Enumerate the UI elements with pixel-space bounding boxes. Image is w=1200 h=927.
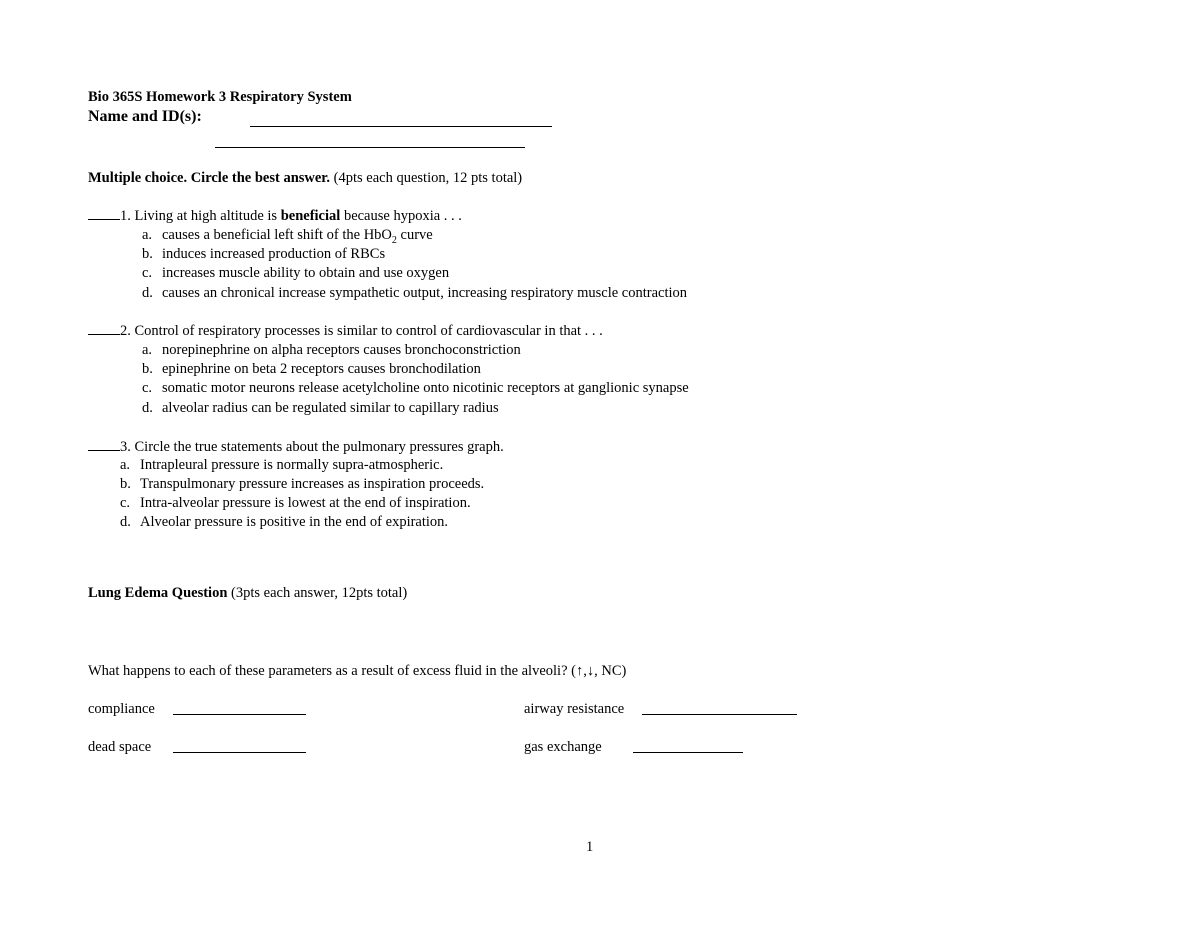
question-1-bold-word: beneficial [280, 208, 341, 224]
option-letter: a. [142, 227, 153, 243]
question-3-option-b[interactable] [120, 475, 484, 494]
question-2-option-c[interactable] [142, 379, 689, 398]
answer-blank-2[interactable] [88, 321, 120, 335]
gas-exchange-answer-blank[interactable] [633, 752, 743, 753]
option-text: Alveolar pressure is positive in the end of expiration. [140, 514, 449, 530]
option-text: increases muscle ability to obtain and use oxygen [162, 265, 450, 281]
option-text: norepinephrine on alpha receptors causes bronchoconstriction [162, 342, 521, 358]
question-2-option-d[interactable] [142, 399, 499, 418]
option-text: alveolar radius can be regulated similar to capillary radius [162, 400, 499, 416]
question-1-option-d[interactable] [142, 284, 687, 303]
name-id-blank-1[interactable] [250, 126, 552, 127]
option-text: somatic motor neurons release acetylcholine onto nicotinic receptors at ganglionic synapse [162, 380, 689, 396]
page-number: 1 [586, 839, 594, 855]
answer-blank-1[interactable] [88, 206, 120, 220]
compliance-label: compliance [88, 701, 155, 717]
question-3-option-a[interactable] [120, 456, 443, 475]
option-text: induces increased production of RBCs [162, 246, 386, 262]
question-2-option-b[interactable] [142, 360, 481, 379]
option-letter: b. [142, 246, 153, 262]
question-1-stem-rest: because hypoxia . . . [340, 208, 462, 224]
lung-edema-prompt: What happens to each of these parameters as a result of excess fluid in the alveoli? (↑,↓, NC) [88, 663, 627, 679]
option-letter: c. [120, 495, 131, 511]
question-2-option-a[interactable] [142, 341, 521, 360]
question-2-stem: 2. Control of respiratory processes is similar to control of cardiovascular in that . . . [120, 323, 603, 339]
question-1-number-text: 1. Living at high altitude is [120, 208, 281, 224]
option-letter: c. [142, 265, 153, 281]
airway-resistance-answer-blank[interactable] [642, 714, 797, 715]
document-title: Bio 365S Homework 3 Respiratory System [88, 89, 352, 105]
lung-edema-heading [88, 584, 407, 603]
question-3-option-c[interactable] [120, 494, 471, 513]
airway-resistance-label: airway resistance [524, 701, 625, 717]
option-text-after: curve [396, 227, 433, 243]
question-2 [88, 321, 603, 341]
option-text: Intrapleural pressure is normally supra-atmospheric. [140, 457, 444, 473]
gas-exchange-label: gas exchange [524, 739, 602, 755]
dead-space-answer-blank[interactable] [173, 752, 306, 753]
option-letter: d. [120, 514, 131, 530]
dead-space-label: dead space [88, 739, 152, 755]
lung-edema-heading-bold: Lung Edema Question [88, 585, 228, 601]
lung-edema-heading-points: (3pts each answer, 12pts total) [227, 585, 408, 601]
option-letter: b. [142, 361, 153, 377]
option-letter: c. [142, 380, 153, 396]
question-1-option-a[interactable] [142, 226, 433, 245]
answer-blank-3[interactable] [88, 437, 120, 451]
option-letter: b. [120, 476, 131, 492]
question-3-stem: 3. Circle the true statements about the pulmonary pressures graph. [120, 439, 504, 455]
name-id-blank-2[interactable] [215, 147, 525, 148]
option-text: epinephrine on beta 2 receptors causes bronchodilation [162, 361, 481, 377]
option-letter: d. [142, 285, 153, 301]
option-letter: a. [142, 342, 153, 358]
option-subscript: 2 [391, 234, 397, 246]
option-letter: d. [142, 400, 153, 416]
question-3 [88, 437, 504, 457]
option-text: Transpulmonary pressure increases as inspiration proceeds. [140, 476, 485, 492]
question-1-option-c[interactable] [142, 264, 449, 283]
compliance-answer-blank[interactable] [173, 714, 306, 715]
option-text: Intra-alveolar pressure is lowest at the end of inspiration. [140, 495, 471, 511]
multiple-choice-heading-points: (4pts each question, 12 pts total) [330, 170, 523, 186]
option-letter: a. [120, 457, 131, 473]
question-3-option-d[interactable] [120, 513, 448, 532]
question-1-option-b[interactable] [142, 245, 385, 264]
name-id-label: Name and ID(s): [88, 108, 202, 125]
question-1 [88, 206, 462, 226]
option-text: causes a beneficial left shift of the HbO [162, 227, 392, 243]
multiple-choice-heading [88, 169, 522, 188]
option-text: causes an chronical increase sympathetic output, increasing respiratory muscle contraction [162, 285, 688, 301]
multiple-choice-heading-bold: Multiple choice. Circle the best answer. [88, 170, 331, 186]
